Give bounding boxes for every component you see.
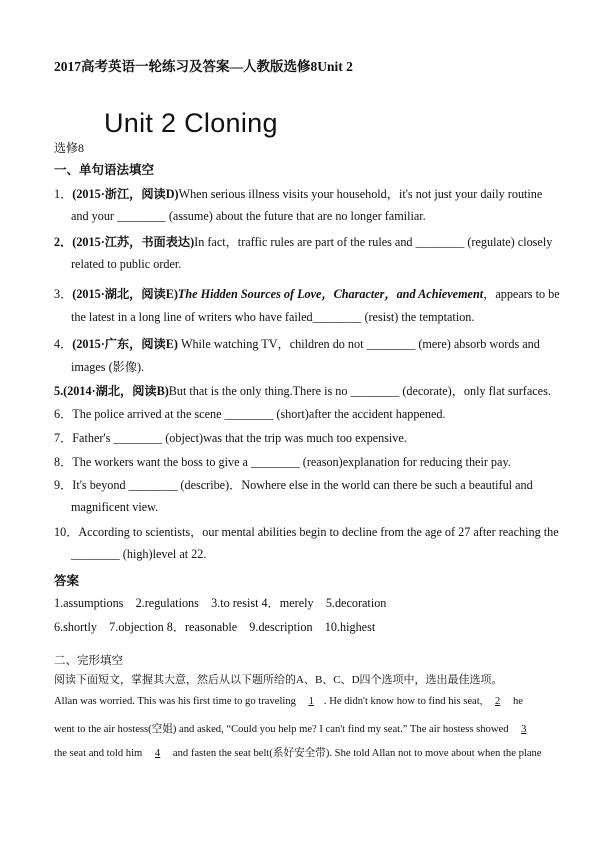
question-number: 3．	[54, 287, 73, 301]
question-text: But that is the only thing.There is no ________ (decorate)，only flat surfaces.	[168, 384, 551, 398]
question-2-line2: related to public order.	[71, 257, 182, 271]
question-3-line2: the latest in a long line of writers who have failed________ (resist) the temptation.	[71, 310, 475, 324]
cloze-line-1	[54, 696, 523, 707]
book-title: The Hidden Sources of Love，Character，and Achievement	[177, 287, 484, 301]
question-number: 1．	[54, 187, 73, 201]
question-text: In fact，traffic rules are part of the rules and ________ (regulate) closely	[194, 235, 553, 249]
question-number: 9．	[54, 478, 73, 492]
question-4	[54, 335, 540, 352]
blank-1: 1	[308, 696, 314, 707]
blank-4: 4	[154, 748, 161, 759]
question-text: While watching TV，children do not ________ (mere) absorb words and	[177, 337, 540, 351]
question-2	[54, 233, 552, 250]
question-text: ，appears to be	[483, 287, 560, 301]
question-text: When serious illness visits your household，it's not just your daily routine	[178, 187, 543, 201]
section2-heading: 二、完形填空	[54, 655, 123, 667]
question-7	[54, 429, 407, 446]
cloze-text: . He didn't know how to find his seat,	[323, 696, 483, 707]
cloze-text: he	[512, 696, 523, 707]
question-text: Father's ________ (object)was that the trip was much too expensive.	[72, 431, 407, 445]
question-number: 10．	[54, 525, 79, 539]
question-8	[54, 453, 511, 470]
question-10-line2: ________ (high)level at 22.	[71, 547, 207, 561]
question-source: (2014·湖北，阅读B)	[63, 384, 169, 398]
question-number: 5.	[54, 384, 64, 398]
cloze-text: and fasten the seat belt(系好安全带). She told Allan not to move about when the plane	[172, 748, 542, 759]
question-source: (2015·江苏，书面表达)	[72, 235, 195, 249]
question-source: (2015·湖北，阅读E)	[72, 287, 178, 301]
cloze-text: the seat and told him	[54, 748, 143, 759]
section2-instruction: 阅读下面短文，掌握其大意，然后从以下题所给的A、B、C、D四个选项中，选出最佳选项。	[54, 674, 503, 686]
question-5	[54, 382, 551, 399]
subtitle: 选修8	[54, 141, 85, 155]
question-number: 7．	[54, 431, 73, 445]
page-title: 2017高考英语一轮练习及答案—人教版选修8Unit 2	[54, 59, 353, 74]
question-4-line2: images (影像).	[71, 360, 145, 374]
question-text: According to scientists，our mental abilities begin to decline from the age of 27 after reaching the	[78, 525, 559, 539]
cloze-line-3	[54, 745, 542, 760]
question-6	[54, 405, 446, 422]
question-text: The workers want the boss to give a ________ (reason)explanation for reducing their pay.	[72, 455, 511, 469]
question-number: 8．	[54, 455, 73, 469]
question-9-line2: magnificent view.	[71, 500, 159, 514]
question-source: (2015·广东，阅读E)	[72, 337, 178, 351]
question-number: 4．	[54, 337, 73, 351]
section1-heading: 一、单句语法填空	[54, 163, 155, 177]
question-10	[54, 523, 559, 540]
question-number: 6．	[54, 407, 73, 421]
cloze-text: Allan was worried. This was his first time to go traveling	[54, 696, 296, 707]
question-number: 2．	[54, 235, 73, 249]
question-source: (2015·浙江，阅读D)	[72, 187, 179, 201]
question-1-line2: and your ________ (assume) about the future that are no longer familiar.	[71, 209, 426, 223]
answers-line-2: 6.shortly 7.objection 8．reasonable 9.description 10.highest	[54, 620, 376, 634]
blank-3: 3	[521, 724, 527, 735]
answers-line-1: 1.assumptions 2.regulations 3.to resist 4．merely 5.decoration	[54, 596, 387, 610]
question-3	[54, 285, 560, 302]
question-1	[54, 185, 542, 202]
question-9	[54, 476, 533, 493]
cloze-line-2	[54, 721, 536, 736]
blank-2: 2	[495, 696, 501, 707]
answers-heading: 答案	[54, 574, 80, 588]
unit-title: Unit 2 Cloning	[104, 108, 278, 138]
question-text: The police arrived at the scene ________ (short)after the accident happened.	[72, 407, 446, 421]
question-text: It's beyond ________ (describe)．Nowhere else in the world can there be such a beautiful and	[72, 478, 533, 492]
cloze-text: went to the air hostess(空姐) and asked, “Could you help me? I can't find my seat.” The air hostess showed	[54, 724, 509, 735]
